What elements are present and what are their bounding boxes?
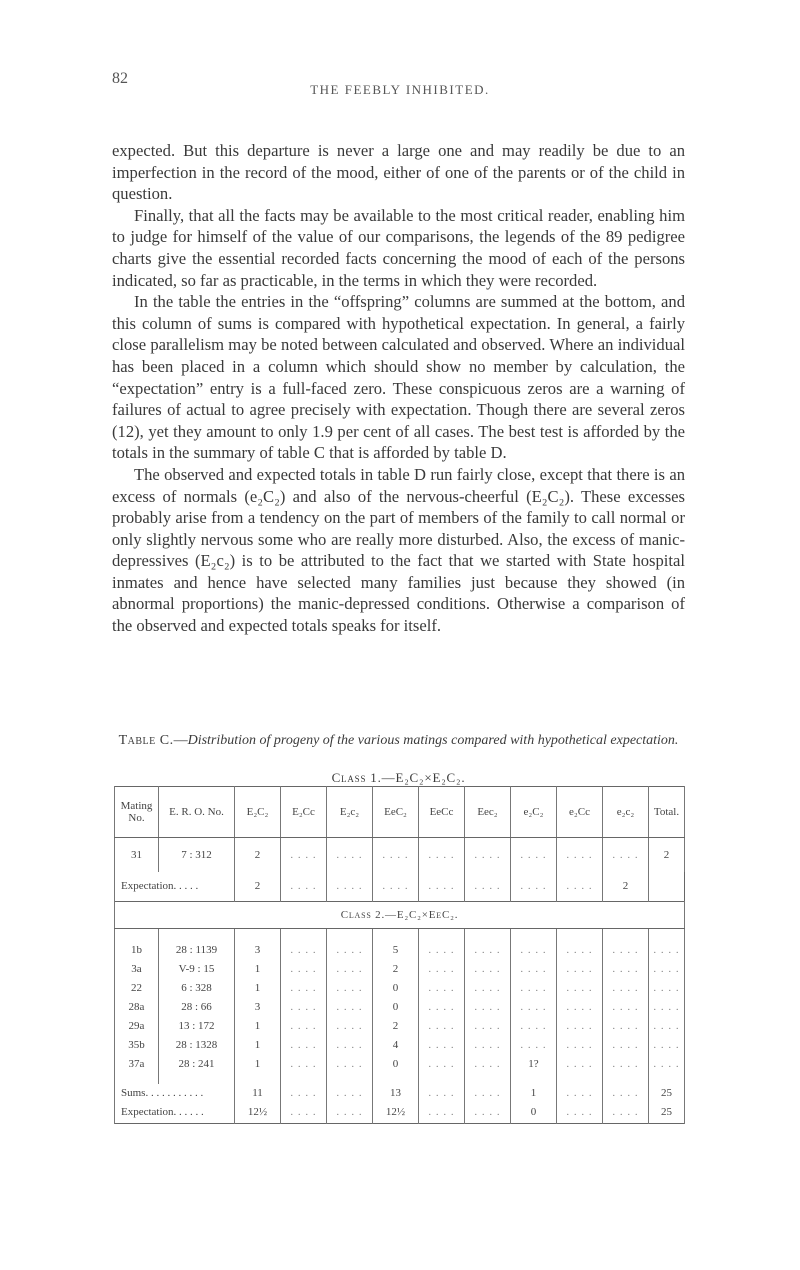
table-cell: . . . . [603,838,649,872]
spacer-row [115,929,685,941]
table-cell: . . . . [511,979,557,998]
empty-cell [159,929,235,941]
table-cell: Sums. . . . . . . . . . . [115,1084,235,1102]
table-cell: . . . . [419,1055,465,1074]
table-row [115,838,685,872]
table-cell: . . . . [557,838,603,872]
table-cell: . . . . [465,998,511,1017]
table-cell: 1 [235,1036,281,1055]
empty-cell [419,1074,465,1084]
table-cell: 5 [373,941,419,960]
table-cell: . . . . [419,960,465,979]
table-cell: 3a [115,960,159,979]
paragraph: expected. But this departure is never a large one and may readily be due to an imperfection in the record of the mood, either of one of the parents or of the child in question. [112,141,685,204]
empty-cell [115,1074,159,1084]
table-cell: 31 [115,838,159,872]
table-cell: 2 [235,838,281,872]
col-header: e₂c₂ [603,787,649,838]
table-cell: 12½ [235,1102,281,1124]
paragraph: The observed and expected totals in table D run fairly close, except that there is an excess of normals (e₂C₂) and also of the nervous-cheerful (E₂C₂). These excesses probably arise from a tendency on the part of members of the family to call normal or only slightly nervous some who are really more disturbed. Also, the excess of manic-depressives (E₂c₂) is to be attributed to the fact that we started with State hospital inmates and hence have selected many families just because they showed (in abnormal proportions) the manic-depressed conditions. Otherwise a comparison of the observed and expected totals speaks for itself. [112,464,685,636]
table-cell: . . . . [557,960,603,979]
col-header: e₂C₂ [511,787,557,838]
table-cell: . . . . [281,1102,327,1124]
empty-cell [557,1074,603,1084]
table-cell: . . . . [281,941,327,960]
table-cell: . . . . [511,1036,557,1055]
table-row [115,1055,685,1074]
empty-cell [557,929,603,941]
table-cell: . . . . [419,979,465,998]
table-cell: . . . . [649,941,685,960]
class-2-title: Class 2.—E₂C₂×EeC₂. [115,902,685,929]
table-cell: 37a [115,1055,159,1074]
table-cell: . . . . [649,998,685,1017]
table-cell: . . . . [511,872,557,902]
table-cell: . . . . [603,1017,649,1036]
table-cell: . . . . [511,838,557,872]
table-cell: . . . . [465,872,511,902]
empty-cell [603,1074,649,1084]
table-cell: 13 : 172 [159,1017,235,1036]
empty-cell [649,929,685,941]
col-header: E₂c₂ [327,787,373,838]
table-cell: . . . . [511,998,557,1017]
table-cell: 2 [235,872,281,902]
table-cell: V-9 : 15 [159,960,235,979]
empty-cell [465,1074,511,1084]
empty-cell [281,1074,327,1084]
empty-cell [649,1074,685,1084]
summary-row [115,872,685,902]
table-cell: . . . . [603,1055,649,1074]
empty-cell [281,929,327,941]
table-cell: . . . . [327,1017,373,1036]
table-cell: . . . . [465,838,511,872]
class-2-title-row [115,902,685,929]
table-cell: . . . . [281,1055,327,1074]
table-cell: . . . . [327,979,373,998]
table-caption-text: Distribution of progeny of the various matings compared with hypothetical expectation. [187,733,679,748]
col-header: E. R. O. No. [159,787,235,838]
table-cell: . . . . [419,941,465,960]
table-cell: Expectation. . . . . [115,872,235,902]
empty-cell [235,929,281,941]
col-header: EeC₂ [373,787,419,838]
empty-cell [235,1074,281,1084]
table-row [115,979,685,998]
table-cell: . . . . [419,1036,465,1055]
table-cell: . . . . [557,1084,603,1102]
col-header: Total. [649,787,685,838]
table-cell: 1 [235,960,281,979]
empty-cell [115,929,159,941]
table-cell: . . . . [327,838,373,872]
table-cell: . . . . [511,1017,557,1036]
summary-row [115,1084,685,1102]
table-cell: 1? [511,1055,557,1074]
table-cell: 28 : 241 [159,1055,235,1074]
table-cell: 1b [115,941,159,960]
table-cell: 28a [115,998,159,1017]
table-cell: 13 [373,1084,419,1102]
table-cell: . . . . [465,1055,511,1074]
table-cell: . . . . [649,1055,685,1074]
table-cell: . . . . [281,979,327,998]
spacer-row [115,1074,685,1084]
table-cell: . . . . [557,1055,603,1074]
empty-cell [327,929,373,941]
table-row [115,1036,685,1055]
table-cell: 4 [373,1036,419,1055]
table-cell: Expectation. . . . . . [115,1102,235,1124]
table-cell: . . . . [419,872,465,902]
table-cell: . . . . [419,1017,465,1036]
table-cell: . . . . [511,941,557,960]
body-text [112,140,685,637]
table-cell: . . . . [327,941,373,960]
table-cell: . . . . [603,998,649,1017]
table-cell: 1 [511,1084,557,1102]
table-cell: 28 : 1139 [159,941,235,960]
table-row [115,941,685,960]
table-cell: . . . . [327,1055,373,1074]
table-header-row [115,787,685,838]
table-cell: 0 [511,1102,557,1124]
summary-row [115,1102,685,1124]
col-header: Eec₂ [465,787,511,838]
table-cell: . . . . [281,838,327,872]
table-cell: . . . . [465,1036,511,1055]
table-cell: . . . . [327,1036,373,1055]
empty-cell [511,929,557,941]
table-cell: 2 [373,1017,419,1036]
table-cell: . . . . [281,872,327,902]
table-cell: . . . . [465,941,511,960]
table-cell: . . . . [281,960,327,979]
table-cell: . . . . [281,998,327,1017]
table-cell: . . . . [419,1084,465,1102]
table-cell: . . . . [511,960,557,979]
table-cell: . . . . [465,1084,511,1102]
table-cell: 11 [235,1084,281,1102]
table-cell: . . . . [281,1017,327,1036]
table-cell: . . . . [281,1084,327,1102]
data-table [114,786,685,1124]
table-cell: . . . . [327,1102,373,1124]
caption-dash: — [173,733,188,748]
paragraph: In the table the entries in the “offspring” columns are summed at the bottom, and this column of sums is compared with hypothetical expectation. In general, a fairly close parallelism may be noted between calculated and observed. Where an individual has been placed in a column which should show no member by calculation, the “expectation” entry is a full-faced zero. These conspicuous zeros are a warning of failures of actual to agree precisely with expectation. Though there are several zeros (12), yet they amount to only 1.9 per cent of all cases. The best test is afforded by the totals in the summary of table C that is afforded by table D. [112,292,685,463]
running-head: THE FEEBLY INHIBITED. [310,82,490,97]
table-cell: 0 [373,1055,419,1074]
table-cell: . . . . [649,1017,685,1036]
table-cell: 2 [603,872,649,902]
table-cell: . . . . [327,998,373,1017]
table-cell: 1 [235,1017,281,1036]
table-row [115,960,685,979]
table-cell: . . . . [603,941,649,960]
col-header: e₂Cc [557,787,603,838]
page-number: 82 [112,70,128,87]
paragraph: Finally, that all the facts may be available to the most critical reader, enabling him to judge for himself of the value of our comparisons, the legends of the 89 pedigree charts give the essential recorded facts concerning the mood of each of the persons indicated, so far as practicable, in the terms in which they were recorded. [112,205,685,290]
table-cell: 25 [649,1102,685,1124]
table-cell: . . . . [557,941,603,960]
table-cell: 0 [373,979,419,998]
table-cell: . . . . [603,1102,649,1124]
table-cell: . . . . [465,1102,511,1124]
table-cell: 28 : 1328 [159,1036,235,1055]
table-cell: 6 : 328 [159,979,235,998]
table-cell: . . . . [419,838,465,872]
empty-cell [603,929,649,941]
table-row [115,998,685,1017]
table-cell: 2 [649,838,685,872]
table-cell: . . . . [419,1102,465,1124]
table-cell: . . . . [603,1036,649,1055]
table-cell: . . . . [373,872,419,902]
table-cell: . . . . [327,960,373,979]
empty-cell [373,1074,419,1084]
empty-cell [373,929,419,941]
table-cell: . . . . [465,1017,511,1036]
table-cell: . . . . [465,960,511,979]
table-cell: . . . . [649,979,685,998]
table-cell: 7 : 312 [159,838,235,872]
col-header: E₂Cc [281,787,327,838]
table-cell: . . . . [557,1017,603,1036]
table-cell: . . . . [649,1036,685,1055]
table-cell: . . . . [465,979,511,998]
table-cell: . . . . [373,838,419,872]
table-cell: . . . . [603,960,649,979]
table-cell: 0 [373,998,419,1017]
table-cell: 3 [235,998,281,1017]
empty-cell [511,1074,557,1084]
table-cell: . . . . [649,960,685,979]
table-cell: . . . . [419,998,465,1017]
empty-cell [419,929,465,941]
table-cell: 28 : 66 [159,998,235,1017]
table-row [115,1017,685,1036]
empty-cell [327,1074,373,1084]
table-cell: . . . . [557,872,603,902]
table-cell: . . . . [327,1084,373,1102]
table-cell: . . . . [603,1084,649,1102]
col-header: EeCc [419,787,465,838]
class-1-title: Class 1.—E₂C₂×E₂C₂. [331,770,466,785]
table-cell: 35b [115,1036,159,1055]
table-cell: . . . . [557,979,603,998]
table-cell: . . . . [557,998,603,1017]
empty-cell [465,929,511,941]
table-cell: . . . . [557,1102,603,1124]
col-header: Mating No. [115,787,159,838]
table-caption-lead: Table C. [118,733,174,748]
table-cell: 2 [373,960,419,979]
table-cell: 1 [235,979,281,998]
table-cell: 22 [115,979,159,998]
table-caption [112,732,685,750]
table-cell: 25 [649,1084,685,1102]
table-cell: . . . . [281,1036,327,1055]
table-cell: . . . . [603,979,649,998]
table-cell: 29a [115,1017,159,1036]
table-cell: . . . . [557,1036,603,1055]
empty-cell [159,1074,235,1084]
table-cell: 3 [235,941,281,960]
table-cell: 12½ [373,1102,419,1124]
table-cell: . . . . [327,872,373,902]
table-cell: 1 [235,1055,281,1074]
col-header: E₂C₂ [235,787,281,838]
